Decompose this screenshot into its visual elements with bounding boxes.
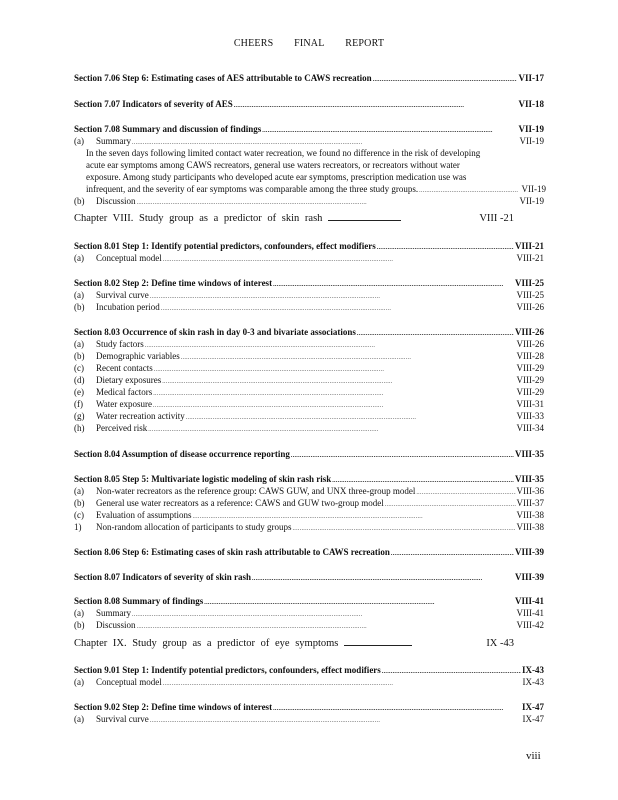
- toc-page: VIII-21: [514, 241, 544, 251]
- toc-number: (d): [74, 375, 85, 385]
- dot-leader: [137, 195, 519, 209]
- toc-label: Discussion: [96, 196, 136, 206]
- report-header: [0, 38, 618, 49]
- summary-line-1: In the seven days following limited contact water recreation, we found no difference in the risk of developing: [86, 148, 481, 158]
- toc-page: IX-43: [522, 665, 544, 675]
- toc-label: Medical factors: [96, 387, 153, 397]
- toc-page: VIII-39: [514, 572, 544, 582]
- summary-paragraph: [86, 147, 546, 197]
- toc-page: VIII-34: [516, 423, 544, 433]
- header-word-3: REPORT: [345, 38, 385, 49]
- dot-leader: [161, 301, 516, 315]
- toc-label: Survival curve: [96, 714, 149, 724]
- toc-page: VIII-21: [516, 253, 544, 263]
- dot-leader: [391, 546, 514, 560]
- toc-page: VIII-35: [514, 474, 544, 484]
- toc-label: Non-random allocation of participants to study groups: [96, 522, 292, 532]
- dot-leader: [373, 72, 518, 86]
- toc-label: Section 8.06 Step 6: Estimating cases of skin rash attributable to CAWS recreation: [74, 547, 390, 557]
- toc-label: Discussion: [96, 620, 136, 630]
- toc-page: IX-47: [522, 714, 544, 724]
- toc-page: VIII-26: [516, 339, 544, 349]
- dot-leader: [163, 252, 516, 266]
- toc-label: Section 8.03 Occurrence of skin rash in day 0-3 and bivariate associations: [74, 327, 356, 337]
- toc-label: Section 9.01 Step 1: Indentify potential predictors, confounders, effect modifiers: [74, 665, 381, 675]
- toc-page: VIII-41: [516, 608, 544, 618]
- toc-subsection-discussion[interactable]: [74, 195, 544, 209]
- toc-number: (b): [74, 351, 85, 361]
- toc-label: General use water recreators as a reference: CAWS and GUW two-group model: [96, 498, 384, 508]
- toc-page: VIII-41: [514, 596, 544, 606]
- toc-section-7-06[interactable]: [74, 72, 544, 86]
- toc-label: Section 8.05 Step 5: Multivariate logistic modeling of skin rash risk: [74, 474, 332, 484]
- toc-subsection-non-random-allocation[interactable]: [74, 521, 544, 535]
- toc-label: Section 8.07 Indicators of severity of skin rash: [74, 572, 251, 582]
- dot-leader: [163, 676, 522, 690]
- toc-number: (a): [74, 253, 84, 263]
- toc-label: Section 8.04 Assumption of disease occurrence reporting: [74, 449, 290, 459]
- toc-label: Conceptual model: [96, 253, 162, 263]
- toc-number: (c): [74, 363, 84, 373]
- toc-number: (e): [74, 387, 84, 397]
- toc-subsection-discussion[interactable]: [74, 619, 544, 633]
- toc-page: VIII-42: [516, 620, 544, 630]
- toc-page: VIII-36: [516, 486, 544, 496]
- toc-page: VIII-28: [516, 351, 544, 361]
- toc-page: VIII-26: [514, 327, 544, 337]
- dot-leader: [150, 713, 522, 727]
- toc-label: Section 8.02 Step 2: Define time windows of interest: [74, 278, 273, 288]
- chapter-page: VIII -21: [479, 213, 515, 224]
- toc-number: (a): [74, 339, 84, 349]
- toc-section-8-07[interactable]: [74, 571, 544, 585]
- toc-label: Section 7.08 Summary and discussion of findings: [74, 124, 262, 134]
- toc-label: Recent contacts: [96, 363, 153, 373]
- toc-section-8-04[interactable]: [74, 448, 544, 462]
- toc-subsection-conceptual-model[interactable]: [74, 252, 544, 266]
- summary-line-3: exposure. Among study participants who developed acute ear symptoms, prescription medication use was: [86, 172, 467, 182]
- dot-leader: [137, 619, 516, 633]
- toc-page: VIII-31: [516, 399, 544, 409]
- chapter-title: Chapter VIII. Study group as a predictor of skin rash: [74, 213, 323, 224]
- toc-label: Incubation period: [96, 302, 160, 312]
- toc-label: Evaluation of assumptions: [96, 510, 192, 520]
- toc-section-8-06[interactable]: [74, 546, 544, 560]
- toc-number: (g): [74, 411, 85, 421]
- toc-label: Conceptual model: [96, 677, 162, 687]
- summary-page: VII-19: [521, 184, 546, 194]
- toc-page: VII-18: [518, 99, 544, 109]
- toc-number: (b): [74, 302, 85, 312]
- toc-number: (a): [74, 677, 84, 687]
- toc-label: Section 8.08 Summary of findings: [74, 596, 204, 606]
- chapter-title: Chapter IX. Study group as a predictor of eye symptoms: [74, 638, 339, 649]
- dot-leader: [148, 422, 515, 436]
- toc-label: Water recreation activity: [96, 411, 185, 421]
- toc-number: (a): [74, 714, 84, 724]
- toc-page: VIII-29: [516, 375, 544, 385]
- toc-page: VIII-38: [516, 522, 544, 532]
- toc-number: (a): [74, 136, 84, 146]
- toc-page: VIII-26: [516, 302, 544, 312]
- toc-chapter-ix[interactable]: [74, 637, 514, 650]
- toc-label: Summary: [96, 136, 131, 146]
- toc-subsection-survival-curve[interactable]: [74, 713, 544, 727]
- toc-label: Demographic variables: [96, 351, 180, 361]
- toc-number: (b): [74, 498, 85, 508]
- summary-line-4: infrequent, and the severity of ear symptoms was comparable among the three study groups.: [86, 184, 419, 194]
- toc-page: VIII-25: [516, 290, 544, 300]
- chapter-page: IX -43: [486, 638, 515, 649]
- toc-number: (a): [74, 290, 84, 300]
- toc-number: (b): [74, 196, 85, 206]
- toc-page: VIII-37: [516, 498, 544, 508]
- toc-page: VIII-38: [516, 510, 544, 520]
- toc-number: (a): [74, 486, 84, 496]
- toc-number: 1): [74, 522, 82, 532]
- toc-label: Water exposure: [96, 399, 152, 409]
- toc-label: Study factors: [96, 339, 144, 349]
- dot-leader: [292, 521, 515, 535]
- summary-line-2: acute ear symptoms among CAWS recreators, general use waters recreators, or recreators without water: [86, 160, 460, 170]
- dot-leader: [252, 571, 514, 585]
- toc-page: VIII-33: [516, 411, 544, 421]
- toc-label: Perceived risk: [96, 423, 148, 433]
- toc-page: VII-17: [518, 73, 544, 83]
- toc-page: VII-19: [519, 136, 544, 146]
- toc-number: (b): [74, 620, 85, 630]
- chapter-rule: [328, 212, 400, 221]
- dot-leader: [291, 448, 514, 462]
- toc-label: Section 7.06 Step 6: Estimating cases of AES attributable to CAWS recreation: [74, 73, 372, 83]
- page-number: viii: [526, 750, 541, 762]
- toc-page: VIII-29: [516, 387, 544, 397]
- toc-number: (a): [74, 608, 84, 618]
- toc-label: Section 7.07 Indicators of severity of AES: [74, 99, 233, 109]
- toc-page: VII-19: [519, 196, 544, 206]
- header-word-2: FINAL: [294, 38, 325, 49]
- toc-page: VIII-25: [514, 278, 544, 288]
- header-word-1: CHEERS: [233, 38, 274, 49]
- dot-leader: [234, 98, 518, 112]
- toc-label: Non-water recreators as the reference group: CAWS GUW, and UNX three-group model: [96, 486, 416, 496]
- toc-subsection-conceptual-model[interactable]: [74, 676, 544, 690]
- toc-number: (c): [74, 510, 84, 520]
- toc-section-7-07[interactable]: [74, 98, 544, 112]
- toc-label: Summary: [96, 608, 131, 618]
- toc-label: Section 9.02 Step 2: Define time windows of interest: [74, 702, 273, 712]
- toc-page: VIII-39: [514, 547, 544, 557]
- chapter-rule: [344, 637, 412, 646]
- toc-page: VIII-35: [514, 449, 544, 459]
- toc-page: VIII-29: [516, 363, 544, 373]
- toc-label: Dietary exposures: [96, 375, 162, 385]
- toc-page: IX-47: [522, 702, 544, 712]
- toc-label: Survival curve: [96, 290, 149, 300]
- toc-subsection-perceived-risk[interactable]: [74, 422, 544, 436]
- toc-number: (h): [74, 423, 85, 433]
- toc-chapter-viii[interactable]: [74, 212, 514, 225]
- toc-number: (f): [74, 399, 83, 409]
- toc-subsection-incubation-period[interactable]: [74, 301, 544, 315]
- toc-page: IX-43: [522, 677, 544, 687]
- toc-label: Section 8.01 Step 1: Identify potential predictors, confounders, effect modifiers: [74, 241, 376, 251]
- toc-page: VII-19: [518, 124, 544, 134]
